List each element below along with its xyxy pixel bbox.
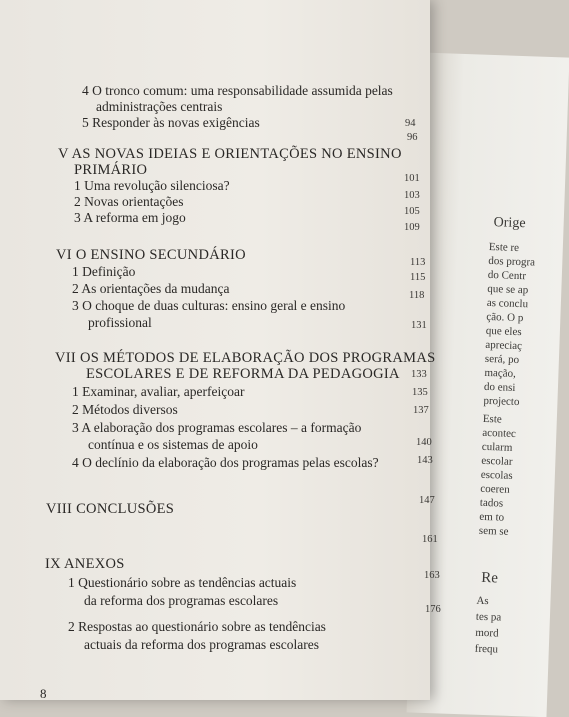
toc-entry: da reforma dos programas escolares xyxy=(84,593,279,608)
page-number: 113 xyxy=(410,257,426,268)
facing-page-line: coeren xyxy=(480,482,510,496)
page-number: 103 xyxy=(404,190,420,201)
facing-page-line: mord xyxy=(475,626,499,640)
facing-page-line: tados xyxy=(479,496,504,510)
page-number: 118 xyxy=(409,290,425,301)
facing-page-line: acontec xyxy=(482,426,517,440)
facing-page-line: que eles xyxy=(485,324,522,339)
facing-page-line: as conclu xyxy=(486,296,529,311)
facing-page-line: sem se xyxy=(478,524,509,538)
folio-page-number: 8 xyxy=(40,686,47,701)
toc-entry: 1 Examinar, avaliar, aperfeiçoar xyxy=(72,384,245,399)
toc-entry: 1 Questionário sobre as tendências actuais xyxy=(68,575,297,590)
toc-entry: 2 As orientações da mudança xyxy=(72,281,230,296)
facing-page-line: projecto xyxy=(483,394,520,409)
toc-entry: 4 O declínio da elaboração dos programas pelas escolas? xyxy=(72,455,379,470)
page-number: 96 xyxy=(407,132,418,143)
page-number: 109 xyxy=(404,222,420,233)
facing-page-line: cularm xyxy=(481,440,513,454)
toc-entry: 1 Uma revolução silenciosa? xyxy=(74,178,230,193)
page-number: 133 xyxy=(411,369,427,380)
page-number: 101 xyxy=(404,173,420,184)
page-number: 131 xyxy=(411,320,427,331)
toc-entry: 2 Respostas ao questionário sobre as tendências xyxy=(68,619,326,634)
facing-page-line: ção. O p xyxy=(486,310,524,325)
toc-section-heading: VI O ENSINO SECUNDÁRIO xyxy=(56,247,246,263)
page-number: 105 xyxy=(404,206,420,217)
toc-section-heading: IX ANEXOS xyxy=(45,556,125,572)
page-number: 94 xyxy=(405,118,416,129)
toc-section-heading: V AS NOVAS IDEIAS E ORIENTAÇÕES NO ENSINO xyxy=(58,146,402,162)
toc-entry: 3 O choque de duas culturas: ensino geral e ensino xyxy=(72,298,346,313)
page-number: 161 xyxy=(422,534,438,545)
page-number: 147 xyxy=(419,495,435,506)
toc-entry: profissional xyxy=(88,315,152,330)
facing-page-line: Este xyxy=(482,412,502,426)
page-number: 135 xyxy=(412,387,428,398)
facing-page-line: frequ xyxy=(474,642,499,656)
facing-page-line: tes pa xyxy=(475,610,502,624)
toc-entry: 4 O tronco comum: uma responsabilidade assumida pelas xyxy=(82,83,393,98)
facing-page-line: que se ap xyxy=(487,282,529,297)
toc-entry: administrações centrais xyxy=(96,99,223,114)
facing-page-line: escolar xyxy=(481,454,513,468)
toc-entry: 3 A reforma em jogo xyxy=(74,210,186,225)
facing-page-line: do ensi xyxy=(483,380,516,394)
facing-page-line: dos progra xyxy=(488,254,536,269)
toc-entry: 2 Métodos diversos xyxy=(72,402,178,417)
facing-page-subtitle: Re xyxy=(480,569,499,587)
facing-page-line: em to xyxy=(479,510,505,524)
toc-entry: 1 Definição xyxy=(72,264,136,279)
facing-page xyxy=(407,53,569,717)
facing-page-line: será, po xyxy=(484,352,520,367)
toc-entry: contínua e os sistemas de apoio xyxy=(88,437,258,452)
toc-entry: 2 Novas orientações xyxy=(74,194,184,209)
facing-page-line: mação, xyxy=(484,366,517,380)
toc-entry: 3 A elaboração dos programas escolares – a formação xyxy=(72,420,362,435)
facing-page-line: As xyxy=(476,594,489,608)
toc-entry: 5 Responder às novas exigências xyxy=(82,115,260,130)
page-number: 140 xyxy=(416,437,432,448)
page-number: 137 xyxy=(413,405,429,416)
facing-page-line: apreciaç xyxy=(485,338,523,353)
toc-section-heading: VIII CONCLUSÕES xyxy=(46,501,175,517)
facing-page-line: do Centr xyxy=(487,268,527,283)
page-number: 143 xyxy=(417,455,433,466)
toc-section-heading: VII OS MÉTODOS DE ELABORAÇÃO DOS PROGRAMAS xyxy=(55,350,436,366)
page-number: 163 xyxy=(424,570,440,581)
toc-entry: actuais da reforma dos programas escolares xyxy=(84,637,320,652)
page-number: 176 xyxy=(425,604,441,615)
toc-section-heading: ESCOLARES E DE REFORMA DA PEDAGOGIA xyxy=(86,366,400,382)
page-number: 115 xyxy=(410,272,426,283)
facing-page-line: Este re xyxy=(488,240,520,254)
facing-page-line: escolas xyxy=(480,468,513,482)
toc-section-heading: PRIMÁRIO xyxy=(74,162,148,178)
facing-page-title: Orige xyxy=(493,215,526,232)
